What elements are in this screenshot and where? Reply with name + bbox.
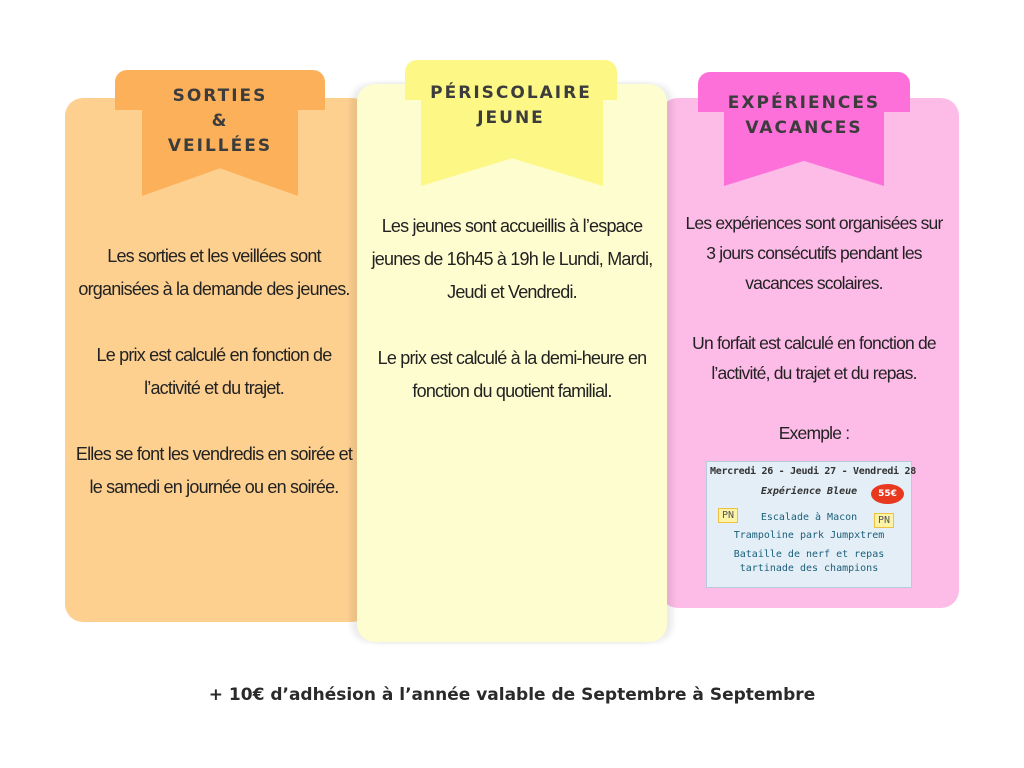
- after-school-banner: [405, 60, 617, 186]
- outings-paragraph: Les sorties et les veillées sont organisées à la demande des jeunes.: [78, 246, 350, 299]
- holiday-experiences-banner: [698, 72, 910, 186]
- example-activity: Bataille de nerf et repas tartinade des champions: [733, 549, 885, 574]
- holiday-paragraph: Un forfait est calculé en fonction de l’activité, du trajet et du repas.: [692, 333, 936, 383]
- example-flyer: [706, 461, 916, 588]
- example-price-badge: 55€: [871, 484, 904, 504]
- after-school-paragraph: Les jeunes sont accueillis à l’espace jeunes de 16h45 à 19h le Lundi, Mardi, Jeudi et Vendredi.: [371, 216, 653, 302]
- example-label: Exemple :: [778, 423, 850, 443]
- pn-badge: PN: [874, 513, 894, 528]
- example-activity: Trampoline park Jumpxtrem: [733, 530, 885, 541]
- after-school-description: [364, 210, 660, 408]
- after-school-title: PÉRISCOLAIRE JEUNE: [430, 83, 592, 128]
- holiday-experiences-description: [680, 208, 948, 448]
- holiday-experiences-title: EXPÉRIENCES VACANCES: [727, 93, 881, 138]
- after-school-paragraph: Le prix est calculé à la demi-heure en fonction du quotient familial.: [377, 348, 647, 401]
- outings-description: [72, 240, 356, 504]
- outings-paragraph: Le prix est calculé en fonction de l’activité et du trajet.: [96, 345, 332, 398]
- pn-badge: PN: [718, 508, 738, 523]
- example-activity: Escalade à Macon: [760, 512, 858, 523]
- membership-footer: + 10€ d’adhésion à l’année valable de Septembre à Septembre: [208, 685, 816, 705]
- example-dates: Mercredi 26 - Jeudi 27 - Vendredi 28: [710, 466, 916, 477]
- outings-title: SORTIES & VEILLÉES: [167, 86, 273, 156]
- outings-paragraph: Elles se font les vendredis en soirée et le samedi en journée ou en soirée.: [75, 444, 353, 497]
- holiday-paragraph: Les expériences sont organisées sur 3 jours consécutifs pendant les vacances scolaires.: [685, 213, 943, 293]
- example-name: Expérience Bleue: [760, 486, 858, 497]
- outings-banner: [115, 70, 325, 196]
